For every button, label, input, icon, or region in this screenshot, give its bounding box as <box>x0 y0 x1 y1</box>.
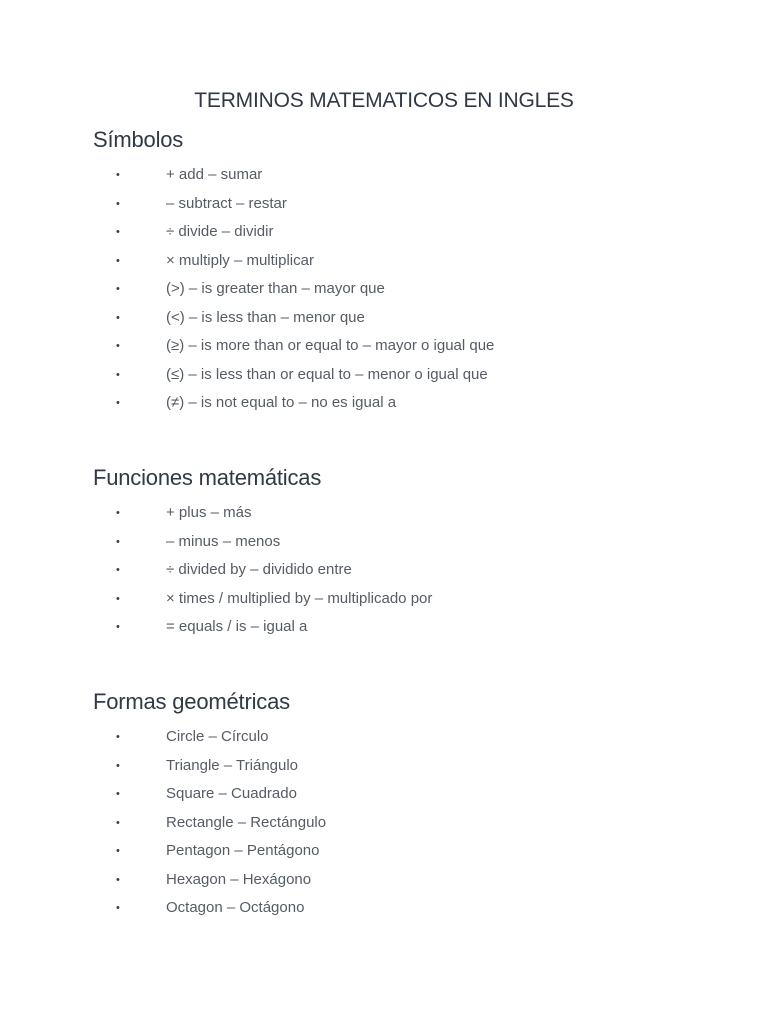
bullet-icon: • <box>116 368 120 381</box>
bullet-icon: • <box>116 197 120 210</box>
list-item <box>93 221 713 250</box>
bullet-icon: • <box>116 902 120 914</box>
term-list <box>93 726 713 926</box>
list-item-text: + add – sumar <box>166 166 263 183</box>
list-item <box>93 250 713 279</box>
list-item-text: Hexagon – Hexágono <box>166 870 312 888</box>
bullet-icon: • <box>116 873 120 886</box>
section-funciones-matematicas <box>93 464 713 645</box>
list-item <box>93 897 713 926</box>
document-title: TERMINOS MATEMATICOS EN INGLES <box>194 89 574 112</box>
bullet-icon: • <box>116 759 120 772</box>
list-item <box>93 278 713 307</box>
term-list <box>93 502 713 645</box>
list-item <box>93 840 713 869</box>
list-item-text: (<) – is less than – menor que <box>166 308 365 326</box>
list-item-text: Pentagon – Pentágono <box>166 842 320 859</box>
list-item-text: (≤) – is less than or equal to – menor o igual que <box>166 365 488 383</box>
bullet-icon: • <box>116 283 120 295</box>
list-item-text: (≥) – is more than or equal to – mayor o igual que <box>166 337 495 354</box>
list-item <box>93 726 713 755</box>
list-item-text: Octagon – Octágono <box>166 899 305 916</box>
bullet-icon: • <box>116 535 120 548</box>
bullet-icon: • <box>116 340 120 352</box>
bullet-icon: • <box>116 507 120 519</box>
list-item-text: + plus – más <box>166 504 252 521</box>
list-item <box>93 364 713 393</box>
list-item-text: Circle – Círculo <box>166 728 269 745</box>
list-item-text: Rectangle – Rectángulo <box>166 813 327 831</box>
list-item <box>93 502 713 531</box>
list-item-text: Triangle – Triángulo <box>166 756 299 774</box>
bullet-icon: • <box>116 311 120 324</box>
list-item <box>93 755 713 784</box>
list-item-text: = equals / is – igual a <box>166 618 308 635</box>
term-list <box>93 164 713 421</box>
bullet-icon: • <box>116 397 120 409</box>
list-item-text: (≠) – is not equal to – no es igual a <box>166 394 397 411</box>
list-item <box>93 531 713 560</box>
bullet-icon: • <box>116 788 120 800</box>
list-item <box>93 164 713 193</box>
list-item-text: (>) – is greater than – mayor que <box>166 280 385 297</box>
list-item-text: Square – Cuadrado <box>166 785 297 802</box>
section-heading: Formas geométricas <box>93 689 290 714</box>
section-simbolos <box>93 126 713 421</box>
section-heading: Símbolos <box>93 127 184 152</box>
bullet-icon: • <box>116 592 120 605</box>
list-item-text: × times / multiplied by – multiplicado por <box>166 589 433 607</box>
list-item <box>93 869 713 898</box>
list-item <box>93 616 713 645</box>
bullet-icon: • <box>116 816 120 829</box>
list-item <box>93 559 713 588</box>
list-item <box>93 588 713 617</box>
list-item-text: ÷ divide – dividir <box>166 223 274 240</box>
bullet-icon: • <box>116 169 120 181</box>
list-item <box>93 193 713 222</box>
list-item <box>93 392 713 421</box>
bullet-icon: • <box>116 731 120 743</box>
list-item <box>93 783 713 812</box>
bullet-icon: • <box>116 564 120 576</box>
list-item <box>93 812 713 841</box>
bullet-icon: • <box>116 226 120 238</box>
list-item-text: × multiply – multiplicar <box>166 251 314 269</box>
bullet-icon: • <box>116 621 120 633</box>
section-heading: Funciones matemáticas <box>93 465 322 490</box>
bullet-icon: • <box>116 845 120 857</box>
list-item-text: – subtract – restar <box>166 194 287 212</box>
list-item-text: ÷ divided by – dividido entre <box>166 561 352 578</box>
list-item-text: – minus – menos <box>166 532 281 550</box>
section-formas-geometricas <box>93 688 713 926</box>
list-item <box>93 335 713 364</box>
list-item <box>93 307 713 336</box>
bullet-icon: • <box>116 254 120 267</box>
